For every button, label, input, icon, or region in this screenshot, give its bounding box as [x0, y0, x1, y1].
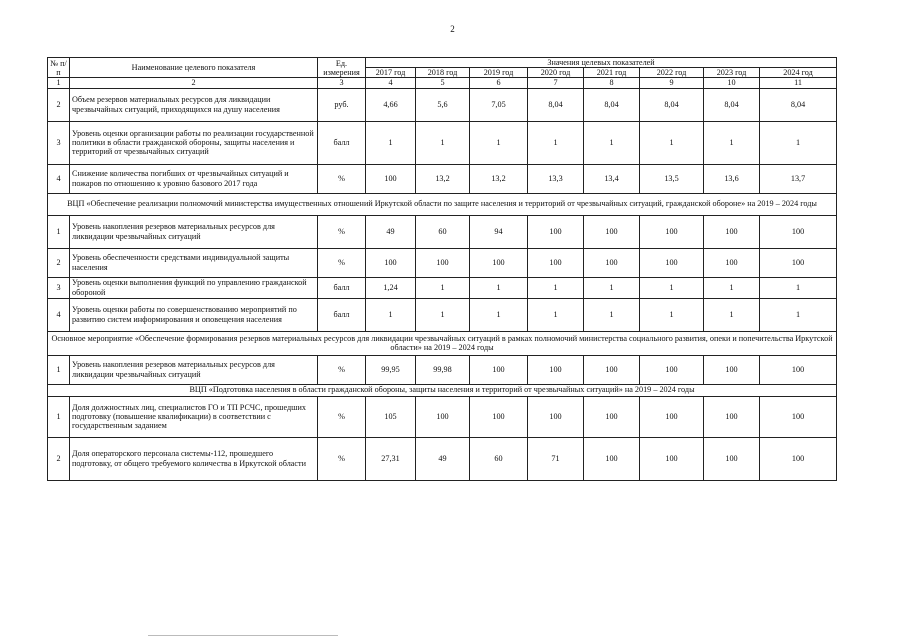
- row-number: 2: [48, 248, 70, 277]
- page-number: 2: [450, 24, 455, 34]
- indicator-value: 1: [528, 298, 584, 331]
- header-year: 2022 год: [640, 68, 704, 78]
- indicator-row: [48, 88, 837, 121]
- indicator-value: 8,04: [640, 88, 704, 121]
- row-number: 2: [48, 437, 70, 480]
- column-number: 11: [760, 78, 837, 88]
- indicator-value: 100: [760, 215, 837, 248]
- indicator-value: 1: [470, 298, 528, 331]
- indicator-value: 1: [366, 298, 416, 331]
- indicator-value: 1: [704, 277, 760, 298]
- indicator-value: 100: [416, 396, 470, 437]
- header-year: 2021 год: [584, 68, 640, 78]
- indicator-row: [48, 215, 837, 248]
- header-name: Наименование целевого показателя: [70, 58, 318, 78]
- column-number: 10: [704, 78, 760, 88]
- indicator-value: 1: [584, 121, 640, 164]
- indicator-value: 100: [366, 164, 416, 193]
- indicator-value: 100: [640, 437, 704, 480]
- indicator-unit: %: [318, 164, 366, 193]
- indicator-value: 5,6: [416, 88, 470, 121]
- indicator-value: 100: [470, 248, 528, 277]
- column-number: 2: [70, 78, 318, 88]
- indicator-value: 100: [704, 396, 760, 437]
- indicator-name: Уровень накопления резервов материальных ресурсов для ликвидации чрезвычайных ситуаций: [70, 215, 318, 248]
- row-number: 1: [48, 396, 70, 437]
- column-number: 6: [470, 78, 528, 88]
- indicator-unit: балл: [318, 298, 366, 331]
- indicator-value: 13,2: [416, 164, 470, 193]
- row-number: 3: [48, 277, 70, 298]
- indicator-value: 100: [584, 215, 640, 248]
- indicator-unit: %: [318, 355, 366, 384]
- indicator-value: 1: [470, 277, 528, 298]
- indicator-value: 1: [640, 298, 704, 331]
- indicator-value: 100: [528, 215, 584, 248]
- header-row-top: [48, 58, 837, 68]
- column-number: 7: [528, 78, 584, 88]
- indicator-name: Доля должностных лиц, специалистов ГО и ТП РСЧС, прошедших подготовку (повышение квалификации) в соответствии с государственным заданием: [70, 396, 318, 437]
- indicator-value: 100: [704, 437, 760, 480]
- indicator-row: [48, 396, 837, 437]
- indicator-value: 100: [704, 248, 760, 277]
- indicator-value: 1: [470, 121, 528, 164]
- indicator-row: [48, 298, 837, 331]
- indicator-name: Доля операторского персонала системы-112, прошедшего подготовку, от общего требуемого количества в Иркутской области: [70, 437, 318, 480]
- indicator-row: [48, 277, 837, 298]
- indicator-value: 1: [584, 277, 640, 298]
- section-title-row: [48, 331, 837, 355]
- indicator-row: [48, 248, 837, 277]
- indicator-value: 100: [470, 355, 528, 384]
- indicator-row: [48, 355, 837, 384]
- indicator-name: Уровень оценки организации работы по реализации государственной политики в области гражданской обороны, защиты населения и территорий от чрезвычайных ситуаций: [70, 121, 318, 164]
- header-year: 2019 год: [470, 68, 528, 78]
- indicator-name: Объем резервов материальных ресурсов для ликвидации чрезвычайных ситуаций, приходящихся на душу населения: [70, 88, 318, 121]
- section-title-row: [48, 384, 837, 396]
- column-number: 4: [366, 78, 416, 88]
- indicator-value: 94: [470, 215, 528, 248]
- header-unit: Ед. измерения: [318, 58, 366, 78]
- indicator-value: 13,4: [584, 164, 640, 193]
- indicator-value: 100: [640, 215, 704, 248]
- column-number: 9: [640, 78, 704, 88]
- indicator-unit: балл: [318, 277, 366, 298]
- indicator-row: [48, 164, 837, 193]
- column-number: 5: [416, 78, 470, 88]
- indicator-value: 100: [584, 355, 640, 384]
- column-number: 8: [584, 78, 640, 88]
- indicator-value: 60: [416, 215, 470, 248]
- indicator-value: 1: [760, 121, 837, 164]
- indicator-value: 100: [528, 248, 584, 277]
- indicator-unit: руб.: [318, 88, 366, 121]
- section-title: ВЦП «Обеспечение реализации полномочий министерства имущественных отношений Иркутской области по защите населения и территорий от чрезвычайных ситуаций, гражданской обороне» на 2019 – 2024 годы: [48, 193, 837, 215]
- indicator-value: 1: [416, 121, 470, 164]
- indicator-name: Уровень оценки работы по совершенствованию мероприятий по развитию систем информирования и оповещения населения: [70, 298, 318, 331]
- indicator-name: Уровень обеспеченности средствами индивидуальной защиты населения: [70, 248, 318, 277]
- section-title: ВЦП «Подготовка населения в области гражданской обороны, защиты населения и территорий от чрезвычайных ситуаций» на 2019 – 2024 годы: [48, 384, 837, 396]
- indicator-value: 99,95: [366, 355, 416, 384]
- indicator-value: 100: [704, 355, 760, 384]
- indicator-value: 1: [416, 298, 470, 331]
- indicator-value: 8,04: [528, 88, 584, 121]
- indicator-value: 4,66: [366, 88, 416, 121]
- indicator-value: 105: [366, 396, 416, 437]
- indicator-unit: %: [318, 215, 366, 248]
- indicator-unit: %: [318, 248, 366, 277]
- header-year: 2017 год: [366, 68, 416, 78]
- column-numbers-row: [48, 78, 837, 88]
- indicator-value: 1,24: [366, 277, 416, 298]
- header-num: № п/п: [48, 58, 70, 78]
- indicator-name: Снижение количества погибших от чрезвычайных ситуаций и пожаров по отношению к уровню базового 2017 года: [70, 164, 318, 193]
- indicator-value: 49: [416, 437, 470, 480]
- indicator-value: 1: [528, 121, 584, 164]
- indicator-value: 27,31: [366, 437, 416, 480]
- indicator-value: 1: [760, 277, 837, 298]
- indicator-value: 1: [416, 277, 470, 298]
- indicator-value: 100: [584, 248, 640, 277]
- row-number: 2: [48, 88, 70, 121]
- indicator-value: 1: [584, 298, 640, 331]
- indicator-value: 100: [760, 437, 837, 480]
- header-year: 2018 год: [416, 68, 470, 78]
- indicator-row: [48, 121, 837, 164]
- indicator-value: 100: [528, 396, 584, 437]
- indicator-name: Уровень оценки выполнения функций по управлению гражданской обороной: [70, 277, 318, 298]
- target-indicators-table: [47, 57, 837, 481]
- indicator-value: 8,04: [584, 88, 640, 121]
- header-year: 2023 год: [704, 68, 760, 78]
- indicator-value: 13,5: [640, 164, 704, 193]
- indicator-value: 1: [704, 121, 760, 164]
- indicator-unit: балл: [318, 121, 366, 164]
- indicator-value: 8,04: [704, 88, 760, 121]
- indicator-value: 1: [704, 298, 760, 331]
- indicator-value: 13,3: [528, 164, 584, 193]
- indicator-value: 71: [528, 437, 584, 480]
- indicator-value: 1: [640, 121, 704, 164]
- table-body: [48, 88, 837, 480]
- indicator-value: 100: [760, 248, 837, 277]
- indicator-value: 99,98: [416, 355, 470, 384]
- indicator-row: [48, 437, 837, 480]
- indicator-value: 13,6: [704, 164, 760, 193]
- indicator-value: 100: [640, 355, 704, 384]
- section-title-row: [48, 193, 837, 215]
- indicator-value: 100: [416, 248, 470, 277]
- indicator-value: 1: [528, 277, 584, 298]
- indicator-value: 100: [760, 396, 837, 437]
- column-number: 1: [48, 78, 70, 88]
- indicator-value: 60: [470, 437, 528, 480]
- indicator-value: 100: [760, 355, 837, 384]
- header-values-group: Значения целевых показателей: [366, 58, 837, 68]
- indicator-value: 100: [584, 396, 640, 437]
- indicator-value: 13,7: [760, 164, 837, 193]
- row-number: 3: [48, 121, 70, 164]
- indicator-name: Уровень накопления резервов материальных ресурсов для ликвидации чрезвычайных ситуаций: [70, 355, 318, 384]
- scan-artifact-line: [290, 635, 320, 636]
- row-number: 1: [48, 215, 70, 248]
- indicator-value: 100: [528, 355, 584, 384]
- indicator-value: 49: [366, 215, 416, 248]
- header-year: 2020 год: [528, 68, 584, 78]
- indicator-value: 100: [470, 396, 528, 437]
- row-number: 4: [48, 164, 70, 193]
- row-number: 1: [48, 355, 70, 384]
- row-number: 4: [48, 298, 70, 331]
- indicator-value: 13,2: [470, 164, 528, 193]
- indicator-value: 8,04: [760, 88, 837, 121]
- indicator-value: 100: [640, 396, 704, 437]
- indicator-value: 1: [366, 121, 416, 164]
- header-year: 2024 год: [760, 68, 837, 78]
- indicator-value: 1: [760, 298, 837, 331]
- section-title: Основное мероприятие «Обеспечение формирования резервов материальных ресурсов для ликвидации чрезвычайных ситуаций в рамках полномочий министерства социального развития, опеки и попечительства Иркутской области» на 2019 – 2024 годы: [48, 331, 837, 355]
- indicator-unit: %: [318, 437, 366, 480]
- column-number: 3: [318, 78, 366, 88]
- indicator-value: 100: [584, 437, 640, 480]
- indicator-value: 100: [704, 215, 760, 248]
- indicator-value: 100: [640, 248, 704, 277]
- indicator-value: 7,05: [470, 88, 528, 121]
- indicator-value: 100: [366, 248, 416, 277]
- indicator-unit: %: [318, 396, 366, 437]
- indicator-value: 1: [640, 277, 704, 298]
